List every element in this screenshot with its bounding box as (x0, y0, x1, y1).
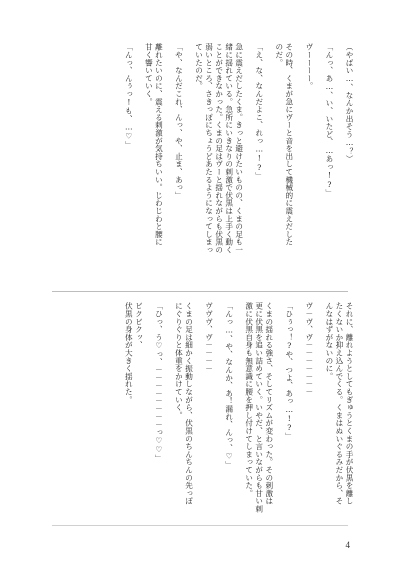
text-line: たくないか抑え込んでくる。くまはぬいぐるみだから、そ (334, 302, 344, 505)
text-line: んなはずがないのに。 (324, 302, 334, 380)
text-line: ヴ－ヴ、ヴ－－－－－－－ (304, 302, 314, 396)
paragraph-gap (194, 302, 204, 492)
paragraph-gap (294, 43, 304, 283)
text-line: ビクビクッ、 (134, 302, 144, 349)
text-line: 「んっ…、や、なんか、あ！漏れ、んっ、♡」 (224, 302, 234, 469)
text-line: 激に伏黒自身も無意識に腰を押し付けてしまっていた。 (244, 302, 254, 497)
upper-text-column-block (123, 43, 354, 283)
paragraph-gap (314, 43, 324, 283)
paragraph-gap (234, 302, 244, 492)
paragraph-gap (163, 302, 173, 492)
text-line: 「や、なんだこれ、んっ、や、止ま、あっ」 (174, 43, 184, 199)
text-line: くまの揺れる強さ、そしてリズムが変わった。その刺激は (264, 302, 274, 505)
paragraph-gap (274, 302, 284, 492)
paragraph-gap (264, 43, 274, 283)
text-line: 伏黒の身体が大きく揺れた。 (124, 302, 134, 404)
paragraph-gap (163, 43, 173, 283)
text-line: くまの足は細かく振動しながら、伏黒のちんちんの先っぽ (184, 302, 194, 505)
paragraph-gap (314, 302, 324, 492)
paragraph-gap (214, 302, 224, 492)
text-line: 更に伏黒を追い詰めていく。いやだ、と言いながらも甘い刺 (254, 302, 264, 513)
page-number: 4 (345, 540, 350, 550)
text-line: （やばい…、なんか出そう…？） (345, 43, 354, 163)
text-line: ヴヴヴ、ヴ－－－－ (204, 302, 214, 373)
text-line: それに、離れようとしてもぎゅうとくまの手が伏黒を離し (345, 302, 354, 505)
text-line: ていたのだ。 (194, 43, 204, 90)
text-line: 「え、な、なんだよこ、れっ…!?」 (254, 43, 264, 180)
text-line: 離れたいのに、震える刺激が気持ちいい。じわじわと腰に (154, 43, 164, 246)
text-line: 「ひっ、う♡っ、－－－－－－－－っ♡♡」 (154, 302, 164, 463)
text-line: 急に震えだしたくま。きっと避けたいものの、くまの足も一 (234, 43, 244, 254)
text-line: のだ。 (274, 43, 284, 67)
paragraph-gap (294, 302, 304, 492)
text-line: 「ひぅっ！?や、つよ、あっ…!?」 (284, 302, 294, 441)
text-line: ヴーーーー。 (304, 43, 314, 90)
section-divider (52, 291, 348, 292)
paragraph-gap (244, 43, 254, 283)
text-line: にぐりぐりと体重をかけていく。 (174, 302, 184, 419)
text-line: ことができなかった。くまの足はヴーと揺れながらも伏黒の (214, 43, 224, 254)
paragraph-gap (143, 302, 153, 492)
text-line: その時、くまが急にヴーと音を出して機械的に震えだした (284, 43, 294, 246)
footer-rule (52, 525, 348, 526)
lower-text-column-block (123, 302, 354, 513)
paragraph-gap (334, 43, 344, 283)
paragraph-gap (133, 43, 143, 283)
text-line: 「んっ、んぅっ!も、…♡」 (124, 43, 134, 149)
text-line: 弱いところ、さきっぽにちょうどあたるようになってしまっ (204, 43, 214, 254)
text-line: 甘く響いていく。 (144, 43, 154, 106)
text-line: 「んっ、あ…、い、いたど、…あっ!?」 (324, 43, 334, 197)
text-line: 緒に揺れている。急所にいきなりの刺激で伏黒は上手く動く (224, 43, 234, 254)
paragraph-gap (183, 43, 193, 283)
